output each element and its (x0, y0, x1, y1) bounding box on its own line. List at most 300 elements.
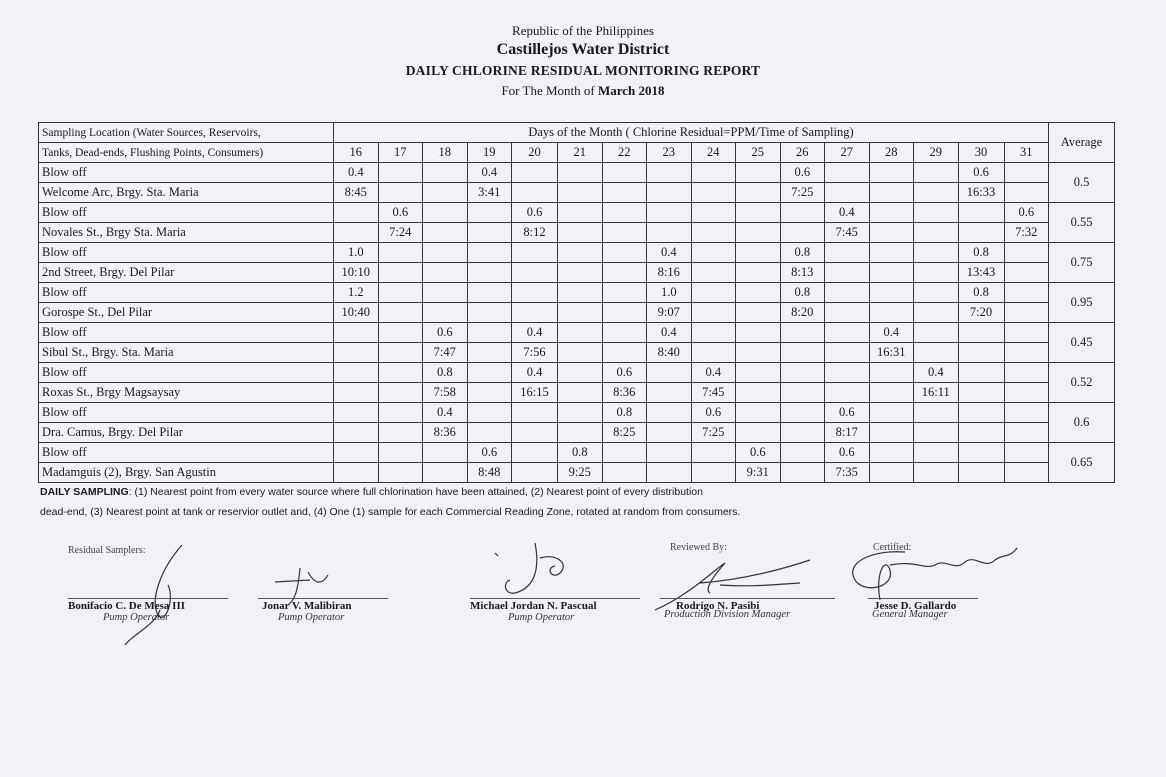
ppm-cell: 0.8 (423, 363, 468, 383)
time-cell: 3:41 (467, 183, 512, 203)
ppm-cell (378, 443, 423, 463)
time-cell (467, 423, 512, 443)
time-cell: 7:25 (691, 423, 736, 443)
ppm-cell (378, 243, 423, 263)
sig-line-5 (868, 598, 978, 599)
ppm-cell (378, 363, 423, 383)
ppm-cell (958, 363, 1004, 383)
ppm-cell (647, 163, 692, 183)
ppm-cell (691, 163, 736, 183)
location-name: Gorospe St., Del Pilar (39, 303, 334, 323)
time-cell (378, 183, 423, 203)
time-cell: 8:36 (602, 383, 647, 403)
sampling-note-text1: : (1) Nearest point from every water source where full chlorination have been attained, (2) Nearest point of every distribution (128, 486, 703, 498)
day-header-24: 24 (691, 143, 736, 163)
signatory-role-2: Pump Operator (278, 612, 345, 623)
time-cell: 8:13 (780, 263, 825, 283)
time-cell (691, 223, 736, 243)
time-cell (825, 383, 870, 403)
time-cell: 8:48 (467, 463, 512, 483)
day-header-21: 21 (558, 143, 603, 163)
signatory-role-5: General Manager (872, 609, 948, 620)
time-cell (914, 183, 959, 203)
location-type: Blow off (39, 403, 334, 423)
ppm-cell (780, 403, 825, 423)
sampling-note-label: DAILY SAMPLING (40, 486, 129, 498)
ppm-cell (378, 403, 423, 423)
ppm-cell (467, 323, 512, 343)
time-cell (602, 463, 647, 483)
chlorine-table (38, 122, 1115, 483)
ppm-cell: 0.6 (825, 403, 870, 423)
table-row (39, 283, 1115, 303)
ppm-cell (602, 243, 647, 263)
time-cell (869, 263, 914, 283)
ppm-cell (869, 203, 914, 223)
day-header-25: 25 (736, 143, 781, 163)
time-cell: 16:11 (914, 383, 959, 403)
ppm-cell: 0.8 (780, 283, 825, 303)
sig-line-3 (470, 598, 640, 599)
time-cell (691, 463, 736, 483)
report-title: DAILY CHLORINE RESIDUAL MONITORING REPORT (405, 63, 761, 78)
ppm-cell (602, 323, 647, 343)
time-cell (825, 183, 870, 203)
ppm-cell (825, 243, 870, 263)
time-cell: 8:45 (334, 183, 379, 203)
ppm-cell (1004, 163, 1049, 183)
time-cell: 7:47 (423, 343, 468, 363)
ppm-cell (602, 443, 647, 463)
table-row (39, 303, 1115, 323)
time-cell: 16:33 (958, 183, 1004, 203)
ppm-cell: 0.4 (647, 243, 692, 263)
ppm-cell (914, 403, 959, 423)
ppm-cell: 0.4 (512, 363, 558, 383)
ppm-cell (1004, 443, 1049, 463)
location-type: Blow off (39, 323, 334, 343)
ppm-cell (736, 163, 781, 183)
time-cell (378, 423, 423, 443)
ppm-cell: 0.4 (825, 203, 870, 223)
table-row (39, 343, 1115, 363)
ppm-cell (1004, 403, 1049, 423)
average-cell: 0.95 (1049, 283, 1115, 323)
location-name: 2nd Street, Brgy. Del Pilar (39, 263, 334, 283)
location-name: Sibul St., Brgy. Sta. Maria (39, 343, 334, 363)
time-cell (1004, 383, 1049, 403)
ppm-cell (869, 403, 914, 423)
ppm-cell (1004, 283, 1049, 303)
ppm-cell (736, 323, 781, 343)
signatory-name-3: Michael Jordan N. Pascual (470, 600, 597, 612)
ppm-cell (869, 243, 914, 263)
ppm-cell (512, 443, 558, 463)
average-cell: 0.65 (1049, 443, 1115, 483)
day-header-29: 29 (914, 143, 959, 163)
time-cell: 13:43 (958, 263, 1004, 283)
ppm-cell (736, 243, 781, 263)
time-cell: 7:24 (378, 223, 423, 243)
sig-line-4 (660, 598, 835, 599)
ppm-cell (647, 203, 692, 223)
time-cell (958, 383, 1004, 403)
average-cell: 0.6 (1049, 403, 1115, 443)
header-row-1 (39, 123, 1115, 143)
ppm-cell (558, 323, 603, 343)
time-cell (780, 383, 825, 403)
average-cell: 0.75 (1049, 243, 1115, 283)
day-header-30: 30 (958, 143, 1004, 163)
ppm-cell (647, 443, 692, 463)
time-cell: 7:58 (423, 383, 468, 403)
time-cell (558, 383, 603, 403)
ppm-cell: 0.8 (780, 243, 825, 263)
ppm-cell (825, 283, 870, 303)
time-cell (914, 463, 959, 483)
ppm-cell: 0.6 (512, 203, 558, 223)
ppm-cell (647, 363, 692, 383)
day-header-27: 27 (825, 143, 870, 163)
ppm-cell (467, 243, 512, 263)
report-month (0, 83, 1166, 99)
time-cell (780, 423, 825, 443)
ppm-cell (423, 243, 468, 263)
ppm-cell (558, 203, 603, 223)
time-cell (780, 223, 825, 243)
ppm-cell (958, 323, 1004, 343)
time-cell: 9:25 (558, 463, 603, 483)
time-cell (647, 463, 692, 483)
ppm-cell: 0.6 (736, 443, 781, 463)
ppm-cell: 0.4 (334, 163, 379, 183)
location-type: Blow off (39, 363, 334, 383)
ppm-cell: 0.8 (558, 443, 603, 463)
time-cell: 9:07 (647, 303, 692, 323)
time-cell (647, 383, 692, 403)
time-cell (512, 463, 558, 483)
location-type: Blow off (39, 203, 334, 223)
ppm-cell (691, 283, 736, 303)
time-cell (602, 183, 647, 203)
time-cell: 8:12 (512, 223, 558, 243)
time-cell (602, 303, 647, 323)
day-header-19: 19 (467, 143, 512, 163)
ppm-cell (914, 443, 959, 463)
time-cell: 8:20 (780, 303, 825, 323)
time-cell (869, 303, 914, 323)
time-cell (512, 183, 558, 203)
ppm-cell (736, 403, 781, 423)
time-cell (869, 183, 914, 203)
location-name: Roxas St., Brgy Magsaysay (39, 383, 334, 403)
ppm-cell (558, 243, 603, 263)
ppm-cell: 0.8 (602, 403, 647, 423)
time-cell: 16:31 (869, 343, 914, 363)
time-cell (1004, 183, 1049, 203)
time-cell: 8:17 (825, 423, 870, 443)
ppm-cell (334, 363, 379, 383)
time-cell (467, 343, 512, 363)
time-cell (869, 463, 914, 483)
ppm-cell (467, 203, 512, 223)
ppm-cell: 0.6 (467, 443, 512, 463)
time-cell: 16:15 (512, 383, 558, 403)
time-cell (691, 263, 736, 283)
ppm-cell: 1.0 (647, 283, 692, 303)
time-cell (691, 343, 736, 363)
time-cell (423, 463, 468, 483)
time-cell (958, 423, 1004, 443)
ppm-cell: 0.4 (467, 163, 512, 183)
ppm-cell: 1.0 (334, 243, 379, 263)
time-cell: 8:36 (423, 423, 468, 443)
ppm-cell (423, 163, 468, 183)
location-type: Blow off (39, 243, 334, 263)
time-cell (825, 343, 870, 363)
time-cell (869, 223, 914, 243)
days-header: Days of the Month ( Chlorine Residual=PPM/Time of Sampling) (334, 123, 1049, 143)
ppm-cell (869, 363, 914, 383)
time-cell (558, 343, 603, 363)
ppm-cell (1004, 243, 1049, 263)
average-cell: 0.55 (1049, 203, 1115, 243)
ppm-cell: 0.6 (825, 443, 870, 463)
ppm-cell: 0.4 (691, 363, 736, 383)
ppm-cell (736, 283, 781, 303)
time-cell (914, 223, 959, 243)
time-cell (512, 303, 558, 323)
ppm-cell (558, 163, 603, 183)
ppm-cell (914, 163, 959, 183)
time-cell: 7:20 (958, 303, 1004, 323)
ppm-cell (691, 243, 736, 263)
ppm-cell (512, 163, 558, 183)
ppm-cell (958, 443, 1004, 463)
time-cell (691, 303, 736, 323)
time-cell: 7:45 (825, 223, 870, 243)
ppm-cell (378, 283, 423, 303)
time-cell (1004, 303, 1049, 323)
certified-label: Certified: (873, 542, 912, 553)
time-cell (647, 183, 692, 203)
ppm-cell (691, 443, 736, 463)
table-body (39, 163, 1115, 483)
time-cell: 8:25 (602, 423, 647, 443)
time-cell: 7:32 (1004, 223, 1049, 243)
average-header: Average (1049, 123, 1115, 163)
average-cell: 0.5 (1049, 163, 1115, 203)
time-cell (958, 463, 1004, 483)
table-row (39, 443, 1115, 463)
ppm-cell (914, 323, 959, 343)
table-row (39, 183, 1115, 203)
time-cell (334, 463, 379, 483)
time-cell (512, 423, 558, 443)
table-row (39, 243, 1115, 263)
ppm-cell: 0.8 (958, 243, 1004, 263)
day-header-18: 18 (423, 143, 468, 163)
ppm-cell (869, 163, 914, 183)
time-cell (958, 223, 1004, 243)
time-cell (334, 343, 379, 363)
table-row (39, 263, 1115, 283)
signatory-name-4: Rodrigo N. Pasibi (676, 600, 760, 612)
ppm-cell (378, 323, 423, 343)
ppm-cell: 0.4 (914, 363, 959, 383)
time-cell (780, 343, 825, 363)
time-cell (334, 383, 379, 403)
ppm-cell (423, 203, 468, 223)
ppm-cell (334, 323, 379, 343)
time-cell (378, 343, 423, 363)
time-cell (958, 343, 1004, 363)
ppm-cell (647, 403, 692, 423)
ppm-cell (467, 403, 512, 423)
signatory-role-4: Production Division Manager (664, 609, 791, 620)
time-cell (780, 463, 825, 483)
ppm-cell: 0.6 (423, 323, 468, 343)
table-row (39, 363, 1115, 383)
time-cell (736, 263, 781, 283)
agency-heading: Castillejos Water District (496, 41, 670, 58)
ppm-cell (869, 283, 914, 303)
time-cell (825, 263, 870, 283)
table-row (39, 383, 1115, 403)
ppm-cell: 0.4 (647, 323, 692, 343)
ppm-cell (467, 363, 512, 383)
time-cell (602, 263, 647, 283)
day-header-20: 20 (512, 143, 558, 163)
time-cell: 10:10 (334, 263, 379, 283)
time-cell: 8:40 (647, 343, 692, 363)
location-name: Novales St., Brgy Sta. Maria (39, 223, 334, 243)
time-cell (736, 423, 781, 443)
table-row (39, 423, 1115, 443)
ppm-cell (869, 443, 914, 463)
table-row (39, 163, 1115, 183)
time-cell (334, 423, 379, 443)
ppm-cell (1004, 323, 1049, 343)
time-cell (1004, 463, 1049, 483)
ppm-cell: 0.6 (378, 203, 423, 223)
time-cell (467, 383, 512, 403)
time-cell: 7:45 (691, 383, 736, 403)
ppm-cell: 0.6 (602, 363, 647, 383)
ppm-cell (914, 243, 959, 263)
time-cell (378, 383, 423, 403)
time-cell (467, 263, 512, 283)
time-cell: 9:31 (736, 463, 781, 483)
signatory-name-2: Jonar V. Malibiran (262, 600, 352, 612)
table-row (39, 463, 1115, 483)
time-cell (647, 423, 692, 443)
time-cell (1004, 263, 1049, 283)
ppm-cell (334, 203, 379, 223)
time-cell (914, 423, 959, 443)
ppm-cell (958, 403, 1004, 423)
sampling-note-line1 (40, 486, 703, 498)
ppm-cell (467, 283, 512, 303)
time-cell (914, 343, 959, 363)
ppm-cell (602, 163, 647, 183)
time-cell (602, 223, 647, 243)
time-cell (558, 263, 603, 283)
ppm-cell (512, 243, 558, 263)
sig-line-2 (258, 598, 388, 599)
time-cell (825, 303, 870, 323)
residual-samplers-label: Residual Samplers: (68, 545, 146, 556)
table-row (39, 203, 1115, 223)
time-cell (512, 263, 558, 283)
day-header-22: 22 (602, 143, 647, 163)
time-cell: 7:56 (512, 343, 558, 363)
table-row (39, 403, 1115, 423)
ppm-cell (602, 203, 647, 223)
ppm-cell (512, 403, 558, 423)
time-cell: 7:25 (780, 183, 825, 203)
time-cell (423, 263, 468, 283)
ppm-cell: 0.4 (423, 403, 468, 423)
day-header-26: 26 (780, 143, 825, 163)
ppm-cell (558, 363, 603, 383)
time-cell (378, 303, 423, 323)
day-header-28: 28 (869, 143, 914, 163)
time-cell (467, 303, 512, 323)
location-name: Dra. Camus, Brgy. Del Pilar (39, 423, 334, 443)
time-cell (423, 223, 468, 243)
ppm-cell: 0.6 (1004, 203, 1049, 223)
ppm-cell (914, 283, 959, 303)
day-header-23: 23 (647, 143, 692, 163)
average-cell: 0.45 (1049, 323, 1115, 363)
ppm-cell: 0.6 (958, 163, 1004, 183)
location-name: Madamguis (2), Brgy. San Agustin (39, 463, 334, 483)
time-cell (647, 223, 692, 243)
ppm-cell (780, 443, 825, 463)
ppm-cell: 1.2 (334, 283, 379, 303)
time-cell (558, 223, 603, 243)
ppm-cell (558, 283, 603, 303)
ppm-cell (334, 443, 379, 463)
ppm-cell (334, 403, 379, 423)
time-cell (558, 303, 603, 323)
time-cell (558, 423, 603, 443)
ppm-cell: 0.8 (958, 283, 1004, 303)
day-header-31: 31 (1004, 143, 1049, 163)
location-header-line1: Sampling Location (Water Sources, Reservoirs, (39, 123, 334, 143)
average-cell: 0.52 (1049, 363, 1115, 403)
time-cell (558, 183, 603, 203)
month-value: March 2018 (597, 83, 665, 98)
ppm-cell (780, 363, 825, 383)
time-cell (736, 343, 781, 363)
sampling-note-line2: dead-end, (3) Nearest point at tank or reservior outlet and, (4) One (1) sample for each Commercial Reading Zone, rotated at random from consumers. (40, 506, 741, 518)
location-header-line2: Tanks, Dead-ends, Flushing Points, Consumers) (39, 143, 334, 163)
ppm-cell (825, 163, 870, 183)
time-cell: 8:16 (647, 263, 692, 283)
ppm-cell (558, 403, 603, 423)
ppm-cell (378, 163, 423, 183)
signatory-role-3: Pump Operator (508, 612, 575, 623)
reviewed-by-label: Reviewed By: (670, 542, 727, 553)
time-cell (736, 223, 781, 243)
signatory-name-5: Jesse D. Gallardo (874, 600, 957, 612)
time-cell (914, 263, 959, 283)
location-type: Blow off (39, 163, 334, 183)
time-cell (467, 223, 512, 243)
ppm-cell (736, 203, 781, 223)
